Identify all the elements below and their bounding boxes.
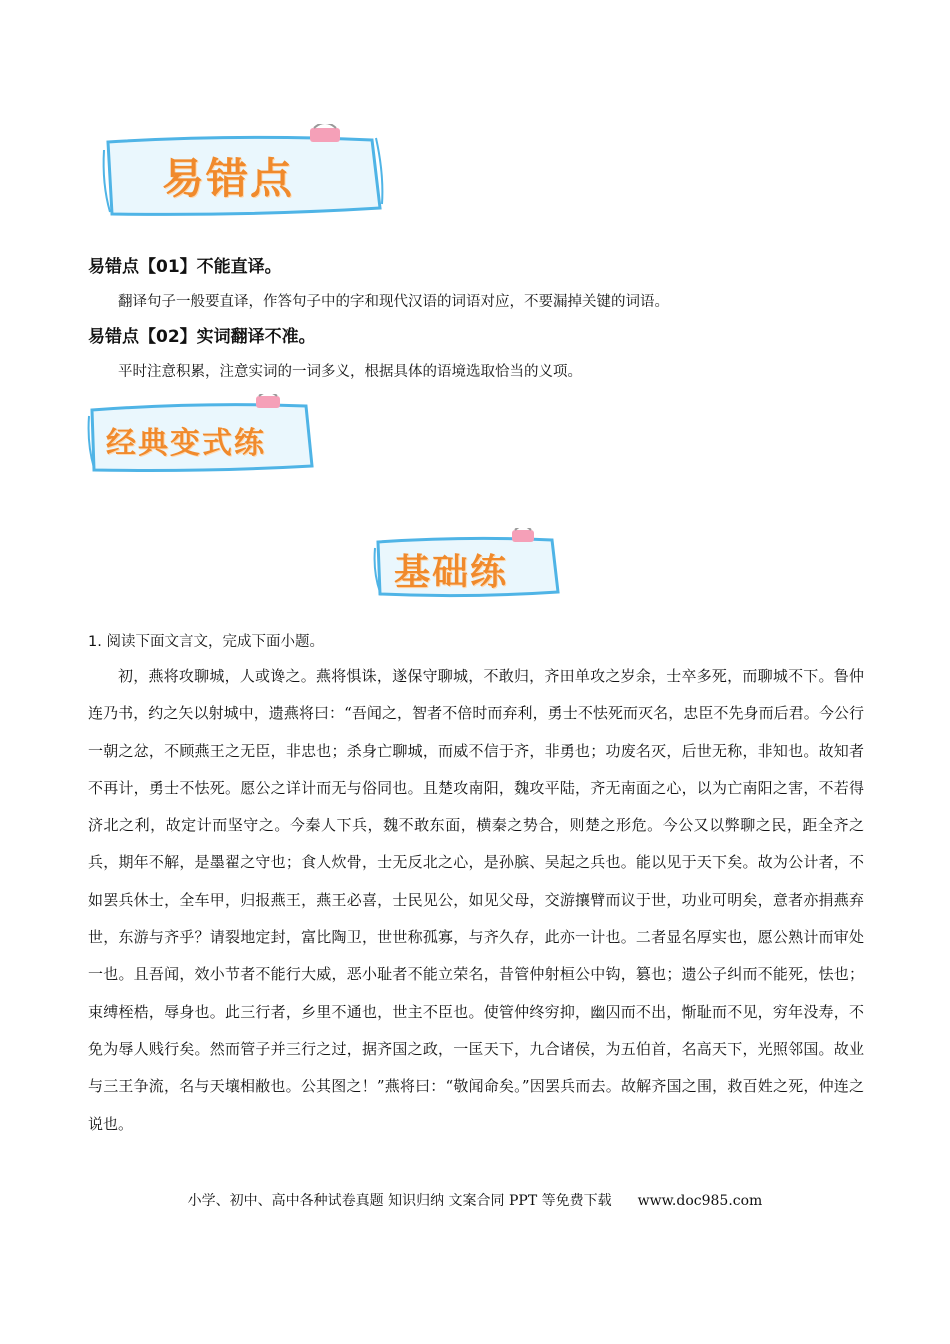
page-footer bbox=[0, 1190, 950, 1210]
banner-basic-title: 基础练 bbox=[394, 552, 509, 593]
binder-clip-icon bbox=[310, 124, 340, 142]
banner-variants-title: 经典变式练 bbox=[106, 426, 266, 461]
banner-mistakes-title: 易错点 bbox=[162, 154, 295, 203]
mistake-heading-1: 易错点【01】不能直译。 bbox=[88, 257, 282, 277]
question-passage: 初，燕将攻聊城，人或谗之。燕将惧诛，遂保守聊城，不敢归，齐田单攻之岁余，士卒多死，而聊城不下。鲁仲连乃书，约之矢以射城中，遗燕将曰：“吾闻之，智者不倍时而弃利，勇士不怯死而灭名，忠臣不先身而后君。今公行一朝之忿，不顾燕王之无臣，非忠也；杀身亡聊城，而威不信于齐，非勇也；功废名灭，后世无称，非知也。故知者不再计，勇士不怯死。愿公之详计而无与俗同也。且楚攻南阳，魏攻平陆，齐无南面之心，以为亡南阳之害，不若得济北之利，故定计而坚守之。今秦人下兵，魏不敢东面，横秦之势合，则楚之形危。今公又以弊聊之民，距全齐之兵，期年不解，是墨翟之守也；食人炊骨，士无反北之心，是孙膑、吴起之兵也。能以见于天下矣。故为公计者，不如罢兵休士，全车甲，归报燕王，燕王必喜，士民见公，如见父母，交游攘臂而议于世，功业可明矣，意者亦捐燕弃世，东游与齐乎？请裂地定封，富比陶卫，世世称孤寡，与齐久存，此亦一计也。二者显名厚实也，愿公熟计而审处一也。且吾闻，效小节者不能行大威，恶小耻者不能立荣名，昔管仲射桓公中钩，篡也；遗公子纠而不能死，怯也；束缚桎梏，辱身也。此三行者，乡里不通也，世主不臣也。使管仲终穷抑，幽囚而不出，惭耻而不见，穷年没寿，不免为辱人贱行矣。然而管子并三行之过，据齐国之政，一匡天下，九合诸侯，为五伯首，名高天下，光照邻国。故业与三王争流，名与天壤相敝也。公其图之！”燕将曰：“敬闻命矣。”因罢兵而去。故解齐国之围，救百姓之死，仲连之说也。 bbox=[88, 667, 864, 1133]
mistake-text-1: 翻译句子一般要直译，作答句子中的字和现代汉语的词语对应，不要漏掉关键的词语。 bbox=[118, 294, 669, 310]
banner-basic bbox=[372, 528, 562, 600]
mistake-text-2: 平时注意积累，注意实词的一词多义，根据具体的语境选取恰当的义项。 bbox=[118, 364, 582, 380]
question-title: 1. 阅读下面文言文，完成下面小题。 bbox=[88, 634, 324, 650]
banner-variants bbox=[86, 394, 316, 474]
binder-clip-icon bbox=[256, 394, 280, 408]
binder-clip-icon bbox=[512, 528, 534, 542]
mistake-heading-2: 易错点【02】实词翻译不准。 bbox=[88, 327, 316, 347]
footer-text: 小学、初中、高中各种试卷真题 知识归纳 文案合同 PPT 等免费下载 bbox=[187, 1193, 612, 1209]
banner-mistakes bbox=[100, 124, 385, 220]
footer-site-link[interactable]: www.doc985.com bbox=[637, 1193, 763, 1209]
